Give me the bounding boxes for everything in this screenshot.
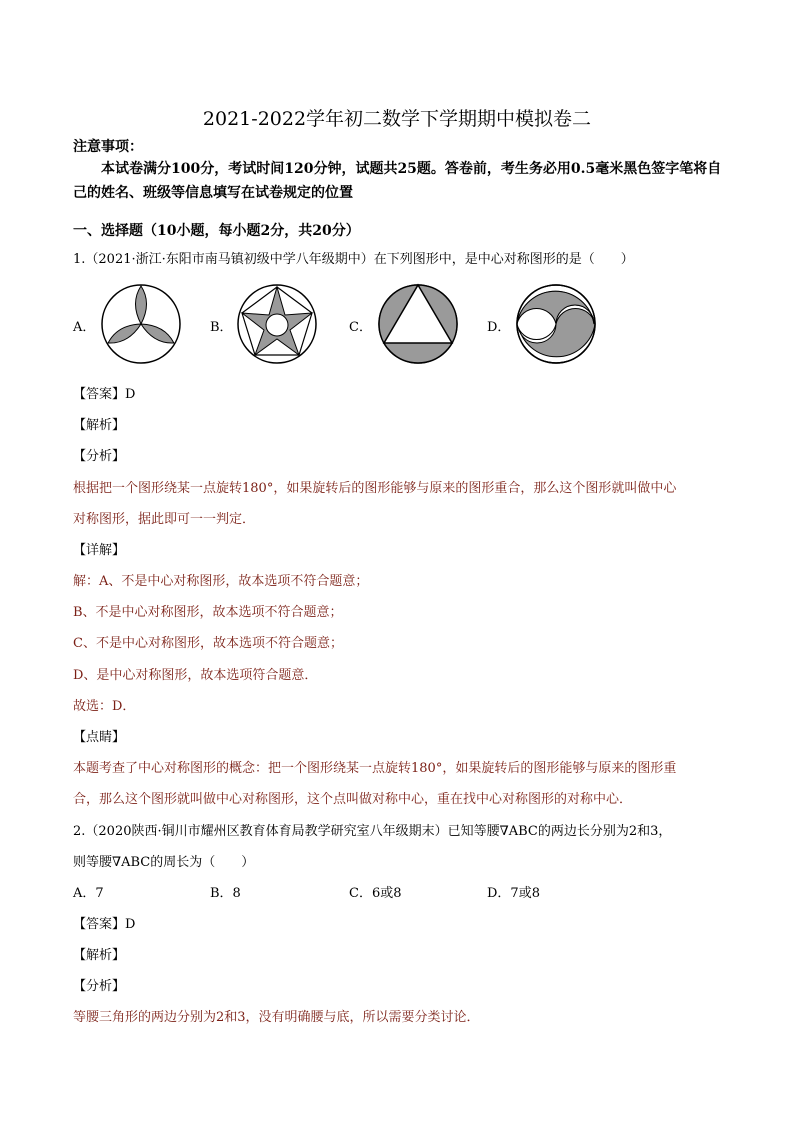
- q2-option-b: B．8: [210, 886, 241, 901]
- q1-option-b-label: B．: [210, 320, 233, 335]
- notice-heading: 注意事项：: [73, 139, 143, 155]
- q1-fenxi-tag: 【分析】: [73, 449, 126, 464]
- q1-comment-line-1: 本题考查了中心对称图形的概念：把一个图形绕某一点旋转180°，如果旋转后的图形能够与原来的图形重: [73, 761, 677, 776]
- yin-yang-like-circle-icon: [515, 283, 597, 365]
- q1-detail-line: B、不是中心对称图形，故本选项不符合题意；: [73, 605, 343, 620]
- question-2-stem-line-2: 则等腰∇ABC的周长为（ ）: [73, 855, 255, 870]
- q1-option-c-label: C．: [349, 320, 372, 335]
- q1-detail-line: C、不是中心对称图形，故本选项不符合题意；: [73, 636, 343, 651]
- q1-analysis-line-2: 对称图形，据此即可一一判定．: [73, 512, 256, 527]
- star-pentagon-circle-icon: [236, 283, 318, 365]
- triangle-arcs-circle-icon: [377, 283, 459, 365]
- q1-jiexi-tag: 【解析】: [73, 418, 126, 433]
- q1-answer: 【答案】D: [73, 387, 136, 402]
- q2-option-a: A．7: [73, 886, 104, 901]
- q2-answer: 【答案】D: [73, 917, 136, 932]
- notice-body: 本试卷满分100分，考试时间120分钟，试题共25题。答卷前，考生务必用0.5毫米黑色签字笔将自己的姓名、班级等信息填写在试卷规定的位置: [73, 161, 722, 201]
- q1-dianjing-tag: 【点睛】: [73, 730, 126, 745]
- q1-xiangjie-tag: 【详解】: [73, 543, 126, 558]
- q1-option-a-label: A．: [73, 320, 96, 335]
- q1-detail-line: 故选：D．: [73, 699, 136, 714]
- q1-analysis-line-1: 根据把一个图形绕某一点旋转180°，如果旋转后的图形能够与原来的图形重合，那么这个图形就叫做中心: [73, 481, 677, 496]
- page-title: 2021-2022学年初二数学下学期期中模拟卷二: [202, 108, 592, 130]
- q2-analysis: 等腰三角形的两边分别为2和3，没有明确腰与底，所以需要分类讨论．: [73, 1010, 480, 1025]
- q1-detail-line: D、是中心对称图形，故本选项符合题意．: [73, 668, 318, 683]
- q2-fenxi-tag: 【分析】: [73, 979, 126, 994]
- question-2-stem-line-1: 2.（2020陕西·铜川市耀州区教育体育局教学研究室八年级期末）已知等腰∇ABC的两边长分别为2和3，: [73, 824, 672, 839]
- section-heading: 一、选择题（10小题，每小题2分，共20分）: [73, 223, 360, 239]
- q2-option-c: C．6或8: [349, 886, 402, 901]
- q2-option-d: D．7或8: [487, 886, 540, 901]
- q2-jiexi-tag: 【解析】: [73, 948, 126, 963]
- three-petal-circle-icon: [100, 283, 182, 365]
- q1-option-d-label: D．: [487, 320, 511, 335]
- q1-comment-line-2: 合，那么这个图形就叫做中心对称图形，这个点叫做对称中心，重在找中心对称图形的对称中心．: [73, 792, 633, 807]
- question-1-stem: 1.（2021·浙江·东阳市南马镇初级中学八年级期中）在下列图形中，是中心对称图形的是（ ）: [73, 252, 634, 267]
- q1-detail-line: 解：A、不是中心对称图形，故本选项不符合题意；: [73, 574, 369, 589]
